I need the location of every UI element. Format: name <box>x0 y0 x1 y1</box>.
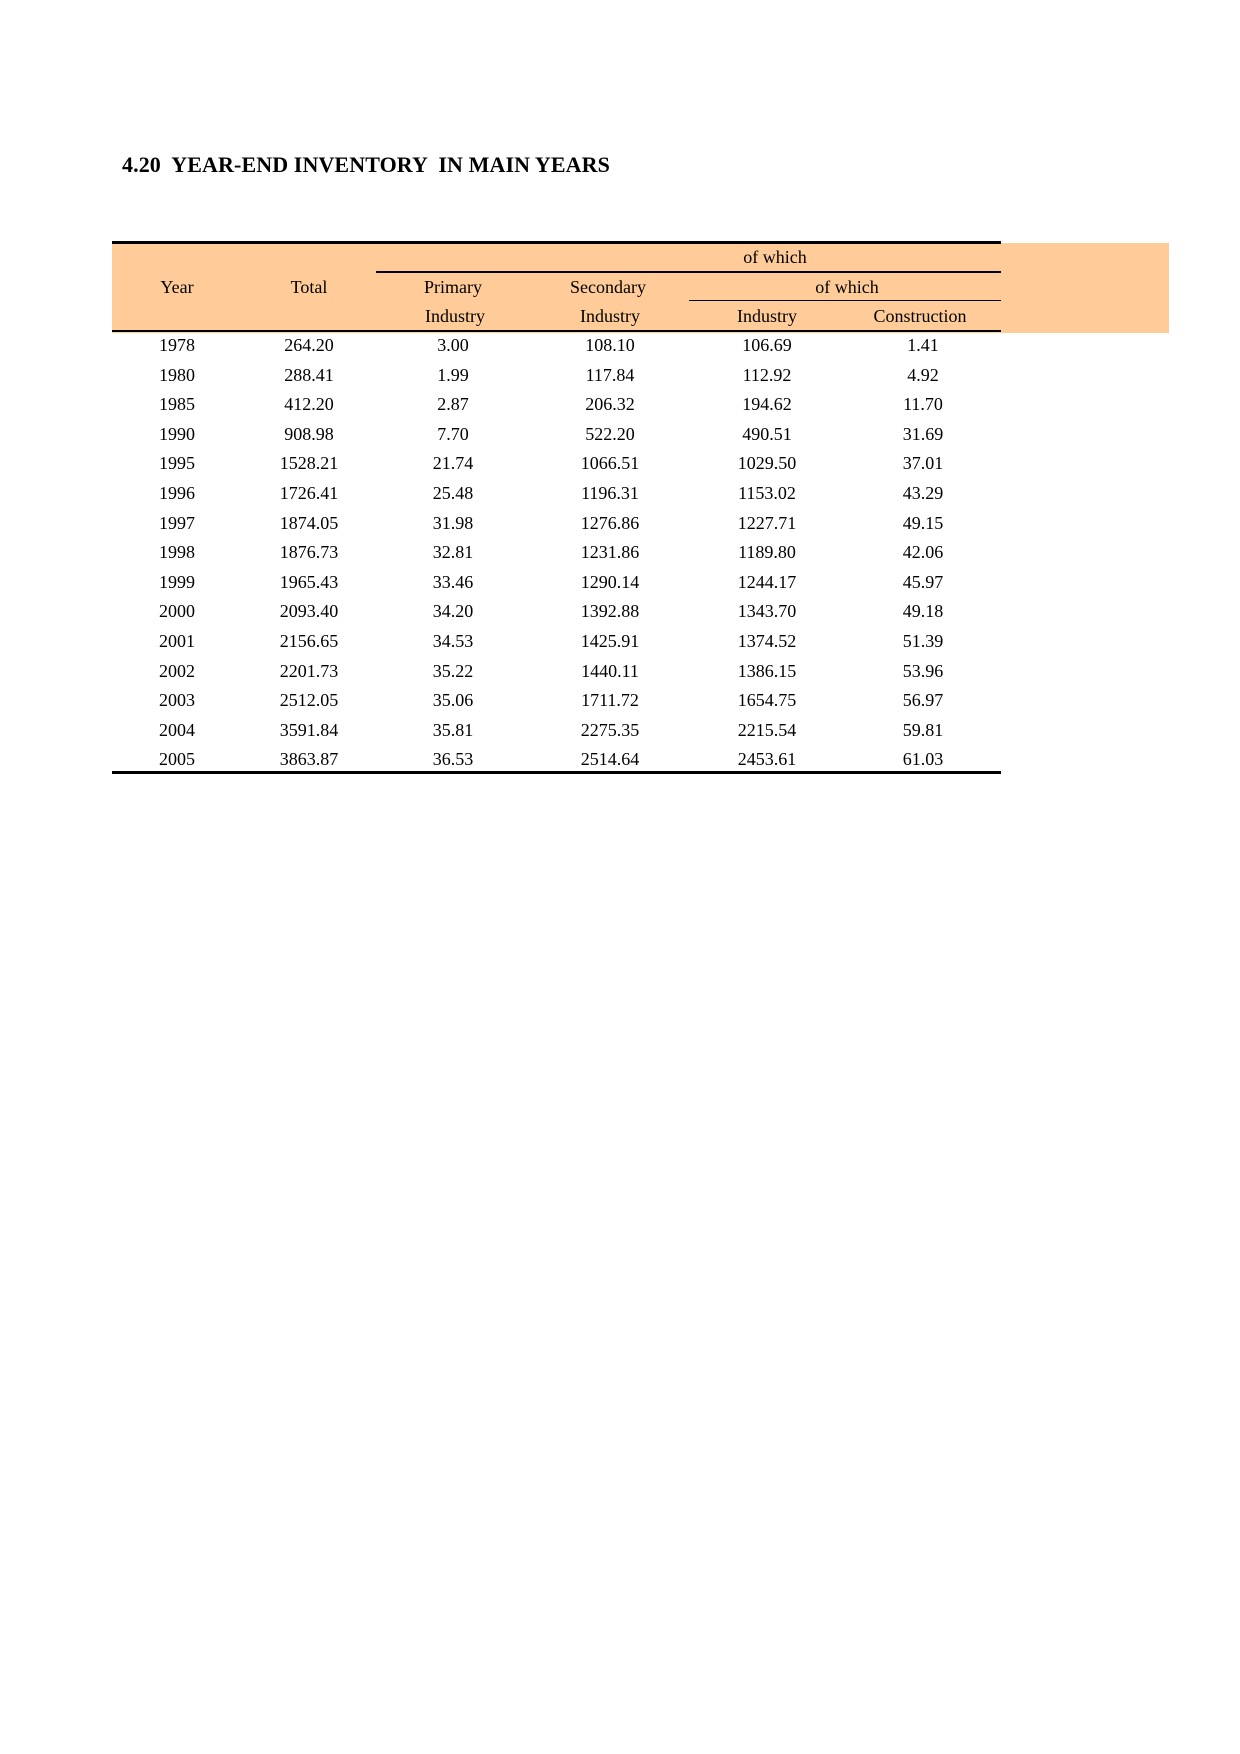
cell-secondary: 1066.51 <box>580 453 640 474</box>
cell-year: 1997 <box>159 512 195 533</box>
cell-industry: 1654.75 <box>737 690 797 711</box>
cell-secondary: 117.84 <box>585 364 635 385</box>
cell-year: 1998 <box>159 542 195 563</box>
cell-primary: 36.53 <box>432 749 474 770</box>
cell-secondary: 522.20 <box>585 423 635 444</box>
cell-primary: 33.46 <box>432 571 474 592</box>
cell-year: 1985 <box>159 394 195 415</box>
cell-construction: 1.41 <box>907 335 939 355</box>
cell-year: 2002 <box>159 660 195 681</box>
cell-year: 1978 <box>159 335 195 355</box>
cell-secondary: 1392.88 <box>580 601 640 622</box>
page-title: 4.20 YEAR-END INVENTORY IN MAIN YEARS <box>122 152 610 177</box>
cell-year: 2004 <box>159 719 195 740</box>
cell-year: 1996 <box>159 483 195 503</box>
cell-total: 1876.73 <box>279 542 339 563</box>
cell-construction: 49.15 <box>902 512 944 533</box>
cell-total: 1528.21 <box>279 453 339 474</box>
cell-year: 1990 <box>159 423 195 444</box>
cell-total: 288.41 <box>284 364 334 385</box>
cell-primary: 35.81 <box>432 719 474 740</box>
cell-industry: 112.92 <box>742 364 792 385</box>
cell-primary: 35.06 <box>432 690 474 711</box>
cell-construction: 49.18 <box>902 601 944 622</box>
header-primary-line1: Primary <box>424 277 482 297</box>
cell-year: 2000 <box>159 601 195 622</box>
cell-industry: 106.69 <box>742 335 792 355</box>
cell-construction: 61.03 <box>902 749 944 770</box>
cell-industry: 194.62 <box>742 394 792 415</box>
cell-construction: 31.69 <box>902 423 944 444</box>
cell-industry: 1374.52 <box>737 631 797 651</box>
cell-construction: 42.06 <box>902 542 944 563</box>
cell-construction: 45.97 <box>902 571 944 592</box>
cell-total: 2201.73 <box>279 660 339 681</box>
cell-total: 412.20 <box>284 394 334 415</box>
cell-year: 1995 <box>159 453 195 474</box>
cell-primary: 7.70 <box>437 423 469 444</box>
cell-total: 2512.05 <box>279 690 339 711</box>
cell-primary: 3.00 <box>437 335 469 355</box>
header-of-which-sub: of which <box>815 277 879 297</box>
cell-year: 2003 <box>159 690 195 711</box>
cell-secondary: 206.32 <box>585 394 635 415</box>
cell-year: 2005 <box>159 749 195 770</box>
cell-total: 1965.43 <box>279 571 339 592</box>
header-secondary-line1: Secondary <box>570 277 646 297</box>
cell-total: 908.98 <box>284 423 334 444</box>
cell-total: 264.20 <box>284 335 334 355</box>
cell-construction: 53.96 <box>902 660 944 681</box>
header-total: Total <box>290 277 328 297</box>
cell-secondary: 1290.14 <box>580 571 640 592</box>
cell-construction: 51.39 <box>902 631 944 651</box>
cell-construction: 59.81 <box>902 719 944 740</box>
cell-secondary: 1711.72 <box>581 690 639 711</box>
of-which-rule <box>376 271 1001 273</box>
cell-total: 3863.87 <box>279 749 339 770</box>
cell-total: 2156.65 <box>279 631 339 651</box>
header-primary-line2: Industry <box>425 306 485 326</box>
cell-primary: 34.20 <box>432 601 474 622</box>
cell-secondary: 1231.86 <box>580 542 640 563</box>
cell-industry: 1189.80 <box>738 542 796 563</box>
header-bottom-rule <box>112 330 1001 332</box>
cell-secondary: 1440.11 <box>581 660 639 681</box>
cell-primary: 21.74 <box>432 453 474 474</box>
cell-year: 2001 <box>159 631 195 651</box>
cell-industry: 1386.15 <box>737 660 797 681</box>
cell-primary: 2.87 <box>437 394 469 415</box>
cell-secondary: 2275.35 <box>580 719 640 740</box>
cell-secondary: 108.10 <box>585 335 635 355</box>
cell-industry: 1343.70 <box>737 601 797 622</box>
of-which-sub-rule <box>689 300 1001 301</box>
cell-total: 1726.41 <box>279 483 339 503</box>
cell-year: 1980 <box>159 364 195 385</box>
cell-primary: 35.22 <box>432 660 474 681</box>
header-construction: Construction <box>873 306 967 326</box>
cell-industry: 1244.17 <box>737 571 797 592</box>
cell-construction: 56.97 <box>902 690 944 711</box>
cell-total: 1874.05 <box>279 512 339 533</box>
table-top-rule <box>112 241 1001 244</box>
cell-primary: 34.53 <box>432 631 474 651</box>
cell-construction: 4.92 <box>907 364 939 385</box>
cell-industry: 1029.50 <box>737 453 797 474</box>
cell-secondary: 2514.64 <box>580 749 640 770</box>
cell-industry: 2453.61 <box>737 749 797 770</box>
cell-secondary: 1425.91 <box>580 631 640 651</box>
cell-secondary: 1196.31 <box>581 483 639 503</box>
cell-industry: 1153.02 <box>738 483 796 503</box>
cell-construction: 37.01 <box>902 453 944 474</box>
cell-primary: 31.98 <box>432 512 474 533</box>
cell-primary: 25.48 <box>432 483 474 503</box>
cell-secondary: 1276.86 <box>580 512 640 533</box>
header-of-which: of which <box>743 247 807 267</box>
table-bottom-rule <box>112 771 1001 774</box>
cell-industry: 490.51 <box>742 423 792 444</box>
cell-total: 3591.84 <box>279 719 339 740</box>
header-year: Year <box>160 277 194 297</box>
cell-construction: 11.70 <box>903 394 943 415</box>
header-industry: Industry <box>737 306 797 326</box>
cell-primary: 1.99 <box>437 364 469 385</box>
cell-primary: 32.81 <box>432 542 474 563</box>
cell-total: 2093.40 <box>279 601 339 622</box>
cell-industry: 1227.71 <box>737 512 797 533</box>
cell-industry: 2215.54 <box>737 719 797 740</box>
cell-construction: 43.29 <box>902 483 944 503</box>
header-secondary-line2: Industry <box>580 306 640 326</box>
cell-year: 1999 <box>159 571 195 592</box>
